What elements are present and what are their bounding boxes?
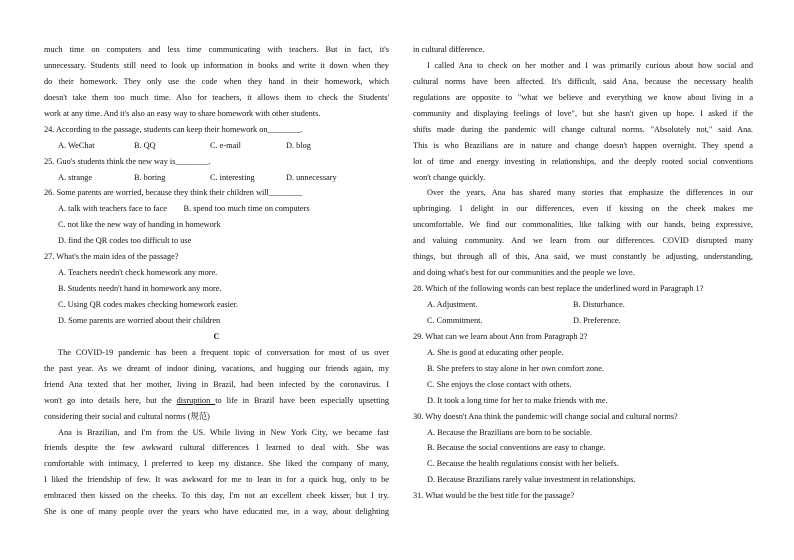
text-line: Ana is Brazilian, and I'm from the US. While living in New York City, we became fast <box>58 427 389 437</box>
text-line: shifts made during the pandemic will change cultural norms. "Absolutely not," said Ana. <box>413 124 753 134</box>
option-c: C. interesting <box>210 172 255 182</box>
text-line: the past year. As we dreamt of indoor dining, vacations, and hugging our friends again, my <box>44 363 389 373</box>
question-30-option-b: B. Because the social conventions are easy to change. <box>427 443 606 453</box>
left-column <box>44 42 389 520</box>
question-28-options-ab <box>413 297 753 313</box>
question-25-options <box>44 170 389 186</box>
text-line: regulations are opposite to "what we believe and everything we know about living in a <box>413 92 753 102</box>
question-26-option-c: C. not like the new way of handing in homework <box>58 220 221 230</box>
text-line: embraced then kissed on the cheeks. To this day, I'm not an excellent cheek kisser, but I try. <box>44 491 389 501</box>
question-26-stem: 26. Some parents are worried, because they think their children will________ <box>44 188 303 198</box>
question-27-option-d: D. Some parents are worried about their children <box>58 315 221 325</box>
option-a: A. strange <box>58 172 93 182</box>
question-29-stem: 29. What can we learn about Ann from Paragraph 2? <box>413 331 588 341</box>
text-line: lot of time and energy investing in relationships, and the deeply rooted social conventions <box>413 156 753 166</box>
text-line: things, but through all of this, Ana said, we must constantly be adjusting, understanding, <box>413 252 753 262</box>
text-line: I called Ana to check on her mother and I was primarily curious about how social and <box>427 60 753 70</box>
question-30-option-c: C. Because the health regulations consist with her beliefs. <box>427 459 619 469</box>
option-b: B. Disturbance. <box>573 300 625 309</box>
section-heading-c: C <box>213 331 220 341</box>
question-29-option-b: B. She prefers to stay alone in her own comfort zone. <box>427 363 604 373</box>
text-line: friends despite the few awkward cultural differences I learned to deal with. She was <box>44 443 389 453</box>
text-line: The COVID-19 pandemic has been a frequent topic of conversation for most of us over <box>58 347 389 357</box>
option-b: B. QQ <box>134 140 156 150</box>
option-a: A. Adjustment. <box>427 300 478 309</box>
text-span: to life in Brazil have been especially upsetting <box>215 395 389 405</box>
option-b: B. boring <box>134 172 166 182</box>
text-line: do their homework. They only use the code when they hand in their homework, which <box>44 76 389 86</box>
text-line: uncomfortable. We find our commonalities, like talking with our hands, being expressive, <box>413 220 753 230</box>
option-d: D. Preference. <box>573 315 621 325</box>
question-27-stem: 27. What's the main idea of the passage? <box>44 252 179 262</box>
text-line: She is one of many people over the years who have educated me, in a way, about delighting <box>44 507 389 517</box>
option-d: D. blog <box>286 140 311 150</box>
underlined-word: disruption <box>176 395 216 405</box>
text-line: friend Ana texted that her mother, living in Brazil, had been infected by the coronavirus. I <box>44 379 389 389</box>
question-31-stem: 31. What would be the best title for the passage? <box>413 491 575 501</box>
option-d: D. unnecessary <box>286 172 337 182</box>
question-29-option-c: C. She enjoys the close contact with others. <box>427 379 572 389</box>
text-line: Over the years, Ana has shared many stories that emphasize the differences in our <box>427 188 753 198</box>
question-25-stem: 25. Guo's students think the new way is________. <box>44 156 211 166</box>
text-line: won't change quickly. <box>413 172 486 182</box>
question-27-option-b: B. Students needn't hand in homework any more. <box>58 284 222 294</box>
question-30-stem: 30. Why doesn't Ana think the pandemic will change social and cultural norms? <box>413 411 678 421</box>
question-28-options-cd <box>413 313 753 329</box>
text-line: I liked the friendship of few. It was awkward for me to lean in for a quick hug, only to be <box>44 475 389 485</box>
question-24-options <box>44 138 389 154</box>
text-line: comfortable with intimacy, I preferred to keep my distance. She liked the company of many, <box>44 459 389 469</box>
question-24-stem: 24. According to the passage, students can keep their homework on________. <box>44 124 303 134</box>
option-c: C. e-mail <box>210 140 241 150</box>
text-line: much time on computers and less time communicating with teachers. But in fact, it's <box>44 45 389 54</box>
text-line: community and displaying feelings of love", but she hasn't given up hope. I asked if the <box>413 108 753 118</box>
text-line: unnecessary. Students still need to look up information in books and write it down when they <box>44 60 389 70</box>
question-30-option-a: A. Because the Brazilians are born to be sociable. <box>427 427 592 437</box>
right-column <box>413 42 753 504</box>
question-28-stem: 28. Which of the following words can best replace the underlined word in Paragraph 1? <box>413 284 704 294</box>
question-29-option-a: A. She is good at educating other people. <box>427 347 564 357</box>
text-line: This is who Brazilians are in nature and change doesn't happen overnight. They spend a <box>413 140 753 150</box>
text-line: work at any time. And it's also an easy way to share homework with other students. <box>44 108 321 118</box>
option-c: C. Commitment. <box>427 315 483 325</box>
text-line-with-underline <box>44 393 389 409</box>
question-26-options-ab: A. talk with teachers face to face B. spend too much time on computers <box>58 204 310 214</box>
text-line: and doing what's best for our communities and the people we love. <box>413 268 635 278</box>
question-27-option-c: C. Using QR codes makes checking homework easier. <box>58 300 238 309</box>
text-line: cultural norms have been affected. It's difficult, said Ana, because the necessary health <box>413 76 753 86</box>
question-27-option-a: A. Teachers needn't check homework any more. <box>58 268 218 278</box>
text-line: considering their social and cultural norms (规范) <box>44 411 210 421</box>
text-line: upbringing. I delight in our differences, even if kissing on the cheek makes me <box>413 204 753 214</box>
text-line: in cultural difference. <box>413 45 485 54</box>
text-span: won't go into details here, but the <box>44 395 177 405</box>
text-line: and valuing community. And we learn from our differences. COVID disrupted many <box>413 236 753 246</box>
option-a: A. WeChat <box>58 140 95 150</box>
question-29-option-d: D. It took a long time for her to make friends with me. <box>427 395 608 405</box>
question-30-option-d: D. Because Brazilians rarely value investment in relationships. <box>427 475 636 485</box>
text-line: doesn't take them too much time. Also for teachers, it allows them to check the Students' <box>44 92 389 102</box>
question-26-option-d: D. find the QR codes too difficult to use <box>58 236 192 246</box>
